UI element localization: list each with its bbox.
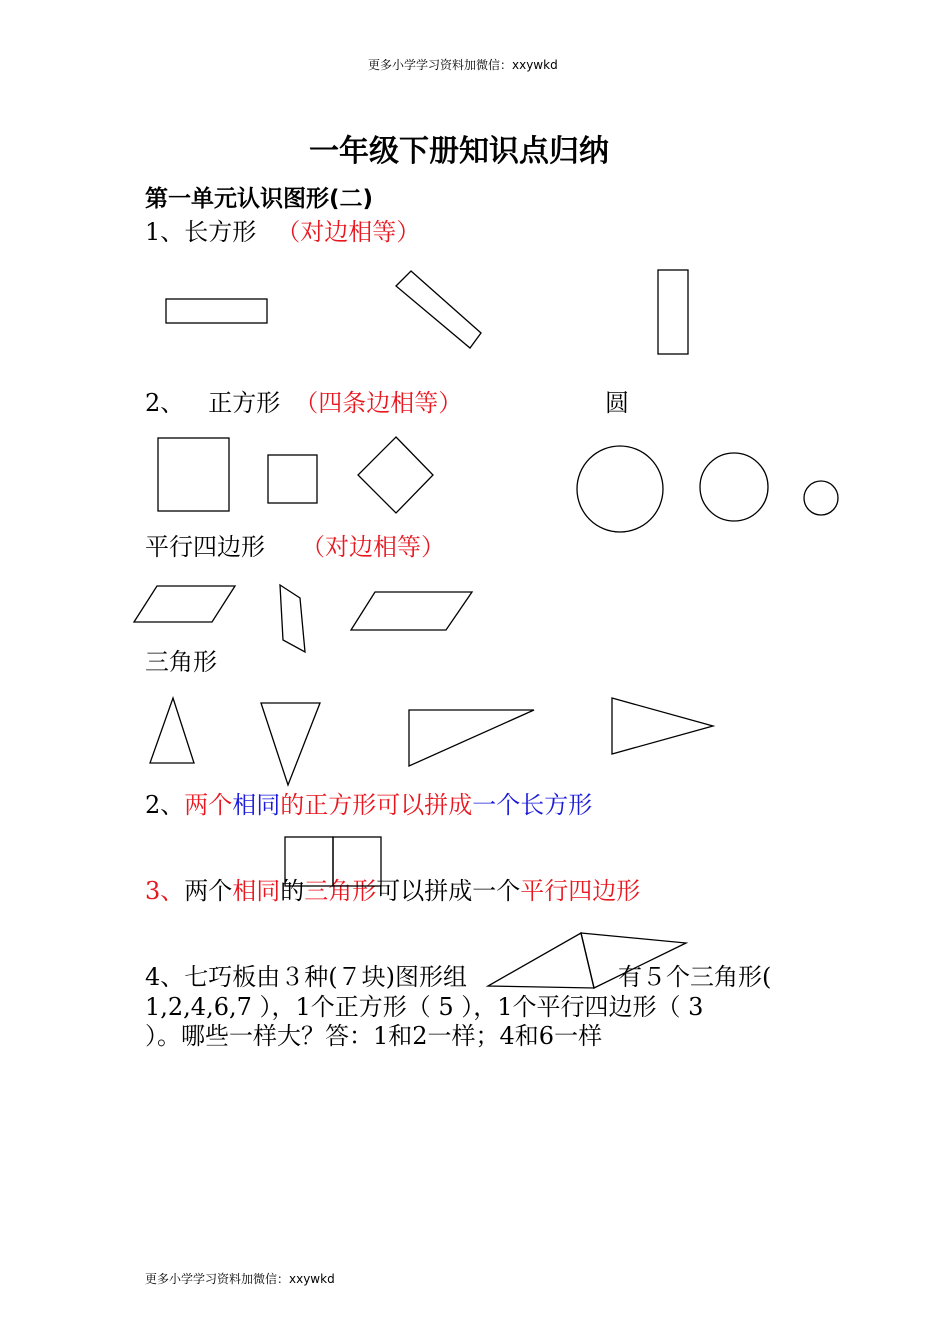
tri-heading: 三角形 — [145, 648, 217, 676]
line-two-num: 2、 — [145, 791, 185, 819]
parallelogram-wide — [134, 586, 235, 622]
line-four-row3: ）。哪些一样大？答：1和2一样；4和6一样 — [145, 1022, 603, 1050]
line-three-b: 两个 — [184, 877, 233, 905]
triangle-right-angle — [409, 710, 534, 766]
rect-note: （对边相等） — [276, 218, 421, 246]
line-three-e: 三角形 — [304, 877, 377, 905]
triangle-down — [261, 703, 320, 785]
parallelogram-narrow — [280, 585, 305, 652]
line-two-b: 两个 — [184, 791, 233, 819]
circle-large — [577, 446, 663, 532]
line-two-c: 相同 — [232, 791, 281, 819]
line-three-c: 相同 — [232, 877, 281, 905]
triangle-pointing-right — [612, 698, 713, 754]
square-num: 2、 — [145, 389, 185, 417]
square-diamond — [358, 437, 433, 513]
page-title: 一年级下册知识点归纳 — [309, 134, 609, 169]
line-two-d: 的 — [280, 791, 305, 819]
footer-note: 更多小学学习资料加微信：xxywkd — [145, 1272, 335, 1286]
line-four-part2: 有５个三角形( — [618, 963, 772, 991]
joined-triangle-right — [581, 933, 686, 988]
joined-square-right — [333, 837, 381, 886]
header-note: 更多小学学习资料加微信：xxywkd — [368, 58, 558, 72]
rectangle-tilted — [396, 271, 481, 348]
line-two-e: 正方形可以拼成 — [304, 791, 473, 819]
line-four-part1: 4、七巧板由３种(７块)图形组 — [145, 963, 467, 991]
joined-triangle-left — [488, 933, 594, 988]
square-large — [158, 438, 229, 511]
circle-medium — [700, 453, 768, 521]
square-small — [268, 455, 317, 503]
triangle-up — [150, 698, 194, 763]
para-note: （对边相等） — [301, 533, 445, 561]
rectangle-vertical — [658, 270, 688, 354]
line-four-row2: 1,2,4,6,7 ），1个正方形（ 5 ），1个平行四边形（ 3 — [145, 993, 704, 1021]
line-three-num: 3、 — [145, 877, 185, 905]
rectangle-horizontal — [166, 299, 267, 323]
circle-small — [804, 481, 838, 515]
joined-square-left — [285, 837, 333, 886]
line-three-g: 平行四边形 — [520, 877, 641, 905]
square-note: （四条边相等） — [294, 389, 463, 417]
parallelogram-right — [351, 592, 472, 630]
line-three-d: 的 — [280, 877, 305, 905]
para-name: 平行四边形 — [145, 533, 265, 561]
rect-num: 1、 — [145, 218, 185, 246]
rect-name: 长方形 — [184, 218, 257, 246]
square-name: 正方形 — [208, 389, 281, 417]
unit-title: 第一单元认识图形(二) — [145, 186, 374, 212]
line-three-f: 可以拼成一个 — [376, 877, 521, 905]
circle-heading: 圆 — [605, 389, 629, 417]
line-two-f: 一个长方形 — [472, 791, 593, 819]
